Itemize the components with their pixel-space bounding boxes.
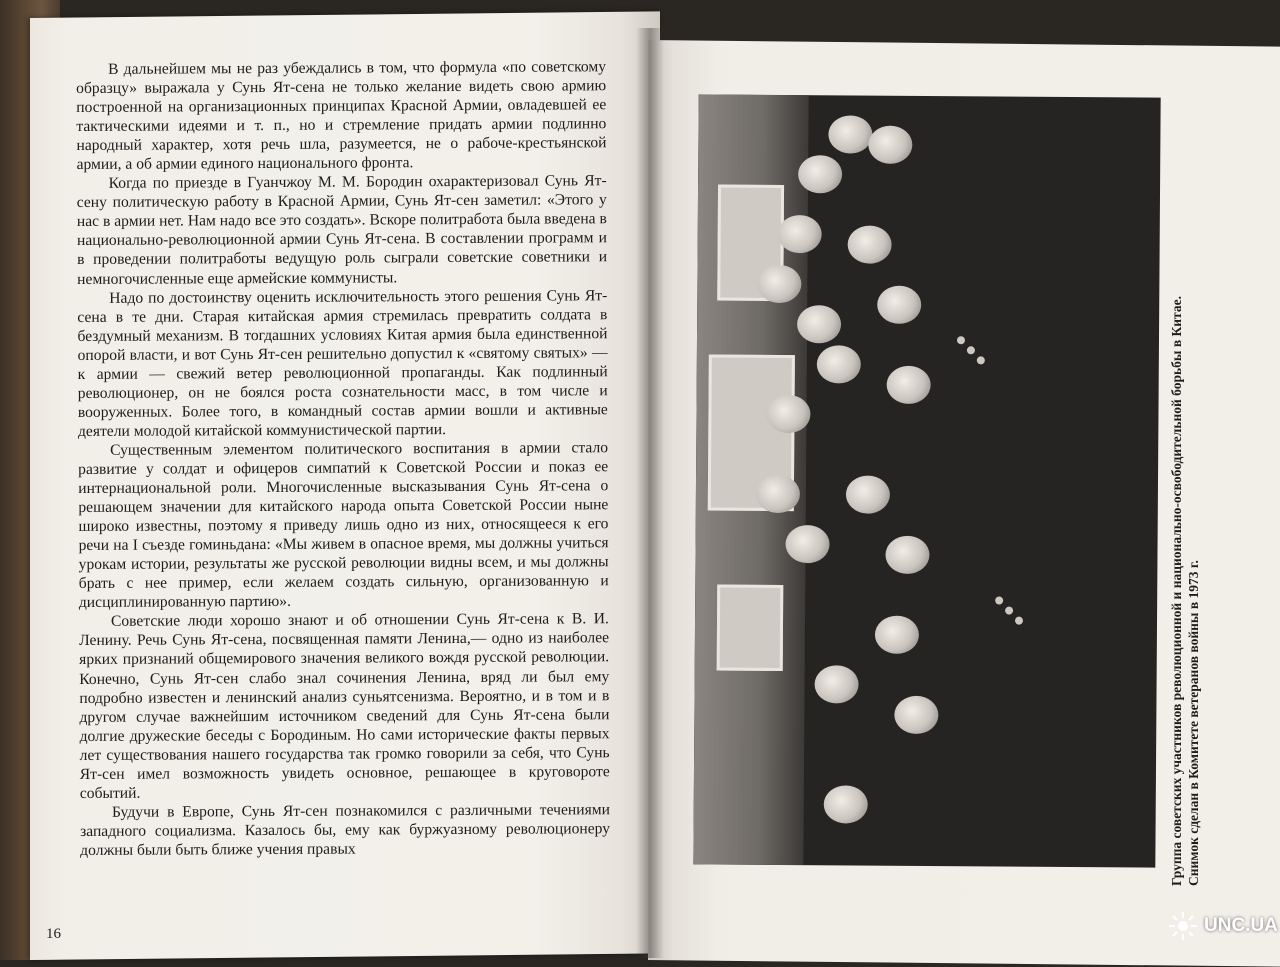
person-head bbox=[868, 126, 912, 164]
left-page-text bbox=[76, 57, 610, 860]
medal bbox=[1015, 617, 1023, 625]
person-head bbox=[778, 215, 822, 253]
person-head bbox=[756, 475, 800, 513]
medal bbox=[957, 336, 965, 344]
paragraph: Существенным элементом политического воспитания в армии стало развитие у солдат и офицеров симпатий к Советской России и показ ее интернациональной роли. Многочисленные высказывания Сунь Ят-сена о решающем значении для китайского народа опыта Советской России ныне широко известны, поэтому я приведу лишь одно из них, относящееся к его речи на I съезде гоминьдана: «Мы живем в опасное время, мы должны учиться урокам истории, результаты же русской революции видны всем, и мы должны брать с нее пример, если желаем создать сильную, организованную и дисциплинированную партию». bbox=[78, 439, 609, 612]
person-head bbox=[757, 265, 801, 303]
person-head bbox=[875, 616, 919, 654]
book-gutter bbox=[636, 28, 664, 958]
group-photo bbox=[693, 94, 1160, 867]
page-number: 16 bbox=[46, 926, 61, 942]
medal bbox=[967, 346, 975, 354]
wall-picture-frame bbox=[717, 585, 784, 671]
person-head bbox=[885, 536, 929, 574]
person-head bbox=[877, 286, 921, 324]
paragraph: Будучи в Европе, Сунь Ят-сен познакомился с различными течениями западного социализма. Казалось бы, ему как буржуазному революционеру должны были быть ближе учения правых bbox=[79, 801, 611, 859]
photo-caption bbox=[1168, 246, 1202, 886]
paragraph: Надо по достоинству оценить исключительность этого решения Сунь Ят-сена в те дни. Старая китайская армия стремилась превратить солдата в бездумный механизм. В тогдашних условиях Китая армия была единственной опорой власти, и вот Сунь Ят-сен решительно допустил к «святому святых» — к армии — свежий ветер революционной пропаганды. Как подлинный революционер, он не боялся роста сознательности масс, в том числе и вооруженных. Более того, в командный состав армии вошли и активные деятели молодой китайской коммунистической партии. bbox=[77, 286, 608, 440]
person-head bbox=[848, 225, 892, 263]
person-head bbox=[894, 696, 938, 734]
person-head bbox=[798, 155, 842, 193]
person-head bbox=[817, 345, 861, 383]
site-watermark bbox=[1168, 906, 1280, 946]
medal bbox=[977, 356, 985, 364]
medal bbox=[1005, 607, 1013, 615]
person-head bbox=[887, 366, 931, 404]
caption-line: Снимок сделан в Комитете ветеранов войны в 1973 г. bbox=[1186, 560, 1201, 886]
watermark-text: UNC.UA bbox=[1204, 915, 1278, 936]
person-head bbox=[766, 395, 810, 433]
paragraph: Советские люди хорошо знают и об отношении Сунь Ят-сена к В. И. Ленину. Речь Сунь Ят-сена, посвященная памяти Ленина,— одно из наиболее ярких признаний общемирового значения великого вождя русской революции. Конечно, Сунь Ят-сен слабо знал сочинения Ленина, вряд ли был ему подробно известен и ленинский анализ суньятсенизма. Вероятно, и в том и в другом случае важнейшим источником сведений для Сунь Ят-сена были долгие дружеские беседы с Бородиным. Но сами исторические факты первых лет существования нашего государства так громко говорили за себя, что Сунь Ят-сен имел возможность увидеть основное, решающее в круговороте событий. bbox=[78, 610, 610, 802]
paragraph: В дальнейшем мы не раз убеждались в том, что формула «по советскому образцу» выражала у Сунь Ят-сена не только желание видеть свою армию построенной на организационных принципах Красной Армии, овладевшей ее тактическими идеями и т. п., но и стремление придать армии подлинно народный характер, хотя речь шла, разумеется, не о рабоче-крестьянской армии, а об армии единого национального фронта. bbox=[76, 58, 607, 174]
person-head bbox=[785, 525, 829, 563]
paragraph: Когда по приезде в Гуанчжоу М. М. Бородин охарактеризовал Сунь Ят-сену политическую работу в Красной Армии, Сунь Ят-сен заметил: «Этого у нас в армии нет. Нам надо все это создать». Вскоре политработа была введена в национально-революционной армии Сунь Ят-сена. В составлении программ и в проведении политработы ведущую роль сыграли советские советники и немногочисленные еще армейские коммунисты. bbox=[76, 172, 608, 288]
sun-logo-icon bbox=[1168, 911, 1198, 941]
person-head bbox=[846, 475, 890, 513]
person-head bbox=[814, 665, 858, 703]
person-head bbox=[824, 785, 868, 823]
medal bbox=[995, 596, 1003, 604]
person-head bbox=[828, 115, 872, 153]
person-head bbox=[797, 305, 841, 343]
caption-line: Группа советских участников революционной и национально-освободительной борьбы в Китае. bbox=[1169, 296, 1184, 886]
